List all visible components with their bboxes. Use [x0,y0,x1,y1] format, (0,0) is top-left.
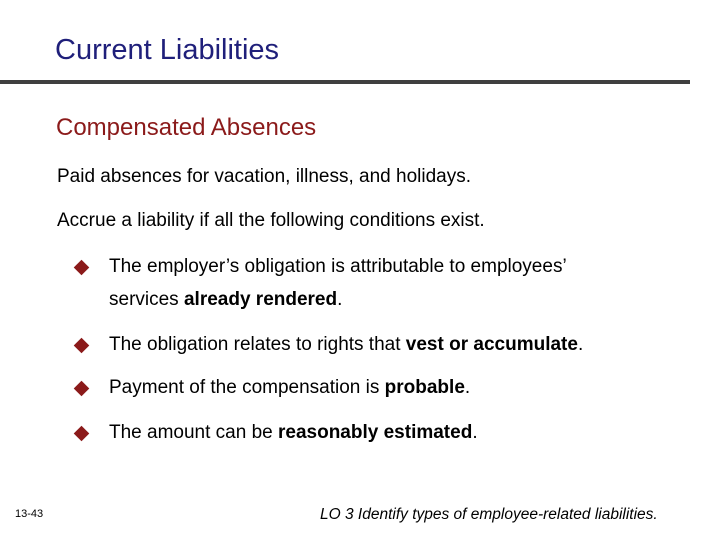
diamond-bullet-icon [74,426,90,442]
page-number: 13-43 [15,508,44,520]
condition-item-4: The amount can be reasonably estimated. [109,422,478,443]
slide-title: Current Liabilities [55,34,280,66]
diamond-bullet-icon [74,381,90,397]
diamond-bullet-icon [74,338,90,354]
condition-item-3: Payment of the compensation is probable. [109,377,471,398]
title-divider [0,80,690,84]
condition-item-2: The obligation relates to rights that vest or accumulate. [109,334,584,355]
condition-item-1-line-2: services already rendered. [109,289,343,310]
intro-text: Paid absences for vacation, illness, and holidays. [57,166,472,187]
learning-objective: LO 3 Identify types of employee-related liabilities. [320,506,658,523]
diamond-bullet-icon [74,260,90,276]
condition-item-1-line-1: The employer’s obligation is attributable to employees’ [109,256,567,277]
section-heading: Compensated Absences [56,114,317,141]
conditions-intro-text: Accrue a liability if all the following conditions exist. [57,210,485,231]
